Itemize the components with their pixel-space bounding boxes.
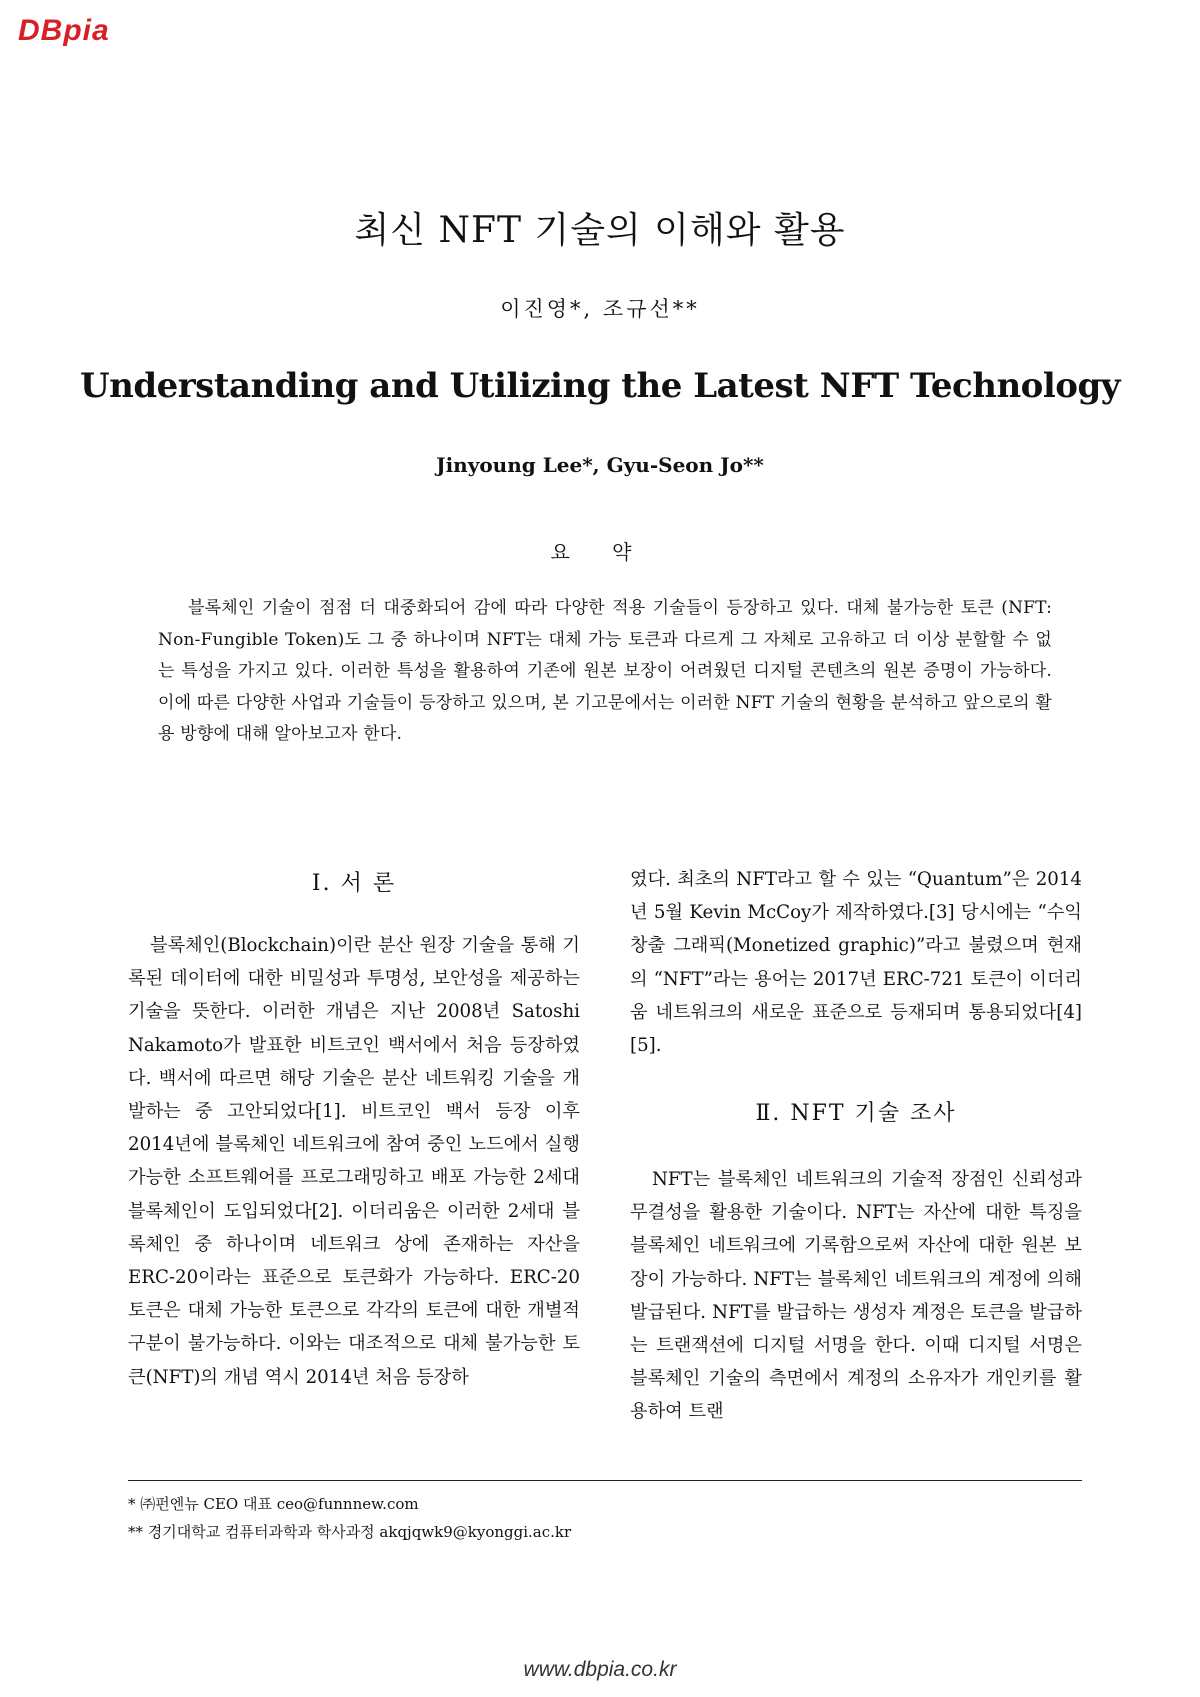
section-heading-nft-survey: Ⅱ. NFT 기술 조사 — [755, 1101, 957, 1126]
abstract-text: 블록체인 기술이 점점 더 대중화되어 감에 따라 다양한 적용 기술들이 등장하고 있다. 대체 불가능한 토큰 (NFT: Non-Fungible Token)도 그 중 하나이며 NFT는 대체 가능 토큰과 다르게 그 자체로 고유하고 더 이상 분할할 수 없는 특성을 가지고 있다. 이러한 특성을 활용하여 기존에 원본 보장이 어려웠던 디지털 콘텐츠의 원본 증명이 가능하다. 이에 따른 다양한 사업과 기술들이 등장하고 있으며, 본 기고문에서는 이러한 NFT 기술의 현황을 분석하고 앞으로의 활용 방향에 대해 알아보고자 한다. — [158, 598, 1052, 745]
abstract-heading: 요 약 — [550, 540, 650, 564]
section-heading-introduction: Ⅰ. 서 론 — [311, 871, 397, 896]
paper-title-english: Understanding and Utilizing the Latest NFT Technology — [79, 366, 1120, 406]
introduction-continued-paragraph: 였다. 최초의 NFT라고 할 수 있는 “Quantum”은 2014년 5월 Kevin McCoy가 제작하였다.[3] 당시에는 “수익 창출 그래픽(Monetized graphic)”라고 불렸으며 현재의 “NFT”라는 용어는 2017년 ERC-721 토큰이 이더리움 네트워크의 새로운 표준으로 등재되며 통용되었다[4][5]. — [630, 869, 1082, 1057]
introduction-paragraph: 블록체인(Blockchain)이란 분산 원장 기술을 통해 기록된 데이터에 대한 비밀성과 투명성, 보안성을 제공하는 기술을 뜻한다. 이러한 개념은 지난 2008년 Satoshi Nakamoto가 발표한 비트코인 백서에서 처음 등장하였다. 백서에 따르면 해당 기술은 분산 네트워킹 기술을 개발하는 중 고안되었다[1]. 비트코인 백서 등장 이후 2014년에 블록체인 네트워크에 참여 중인 노드에서 실행 가능한 소프트웨어를 프로그래밍하고 배포 가능한 2세대 블록체인이 도입되었다[2]. 이더리움은 이러한 2세대 블록체인 중 하나이며 네트워크 상에 존재하는 자산을 ERC-20이라는 표준으로 토큰화가 가능하다. ERC-20 토큰은 대체 가능한 토큰으로 각각의 토큰에 대한 개별적 구분이 불가능하다. 이와는 대조적으로 대체 불가능한 토큰(NFT)의 개념 역시 2014년 처음 등장하 — [128, 935, 580, 1388]
authors-korean: 이진영*, 조규선** — [500, 297, 700, 321]
paper-title-korean: 최신 NFT 기술의 이해와 활용 — [354, 210, 846, 251]
footer-url[interactable]: www.dbpia.co.kr — [523, 1658, 677, 1681]
footnotes — [128, 1490, 571, 1546]
nft-survey-paragraph: NFT는 블록체인 네트워크의 기술적 장점인 신뢰성과 무결성을 활용한 기술이다. NFT는 자산에 대한 특징을 블록체인 네트워크에 기록함으로써 자산에 대한 원본 보장이 가능하다. NFT는 블록체인 네트워크의 계정에 의해 발급된다. NFT를 발급하는 생성자 계정은 토큰을 발급하는 트랜잭션에 디지털 서명을 한다. 이때 디지털 서명은 블록체인 기술의 측면에서 계정의 소유자가 개인키를 활용하여 트랜 — [630, 1169, 1082, 1423]
footnote-divider — [128, 1480, 1082, 1481]
footnote-author-1: * ㈜펀엔뉴 CEO 대표 ceo@funnnew.com — [128, 1495, 419, 1513]
dbpia-logo: DBpia — [18, 14, 110, 47]
footnote-author-2: ** 경기대학교 컴퓨터과학과 학사과정 akqjqwk9@kyonggi.ac.kr — [128, 1523, 572, 1541]
authors-english: Jinyoung Lee*, Gyu-Seon Jo** — [436, 453, 764, 477]
